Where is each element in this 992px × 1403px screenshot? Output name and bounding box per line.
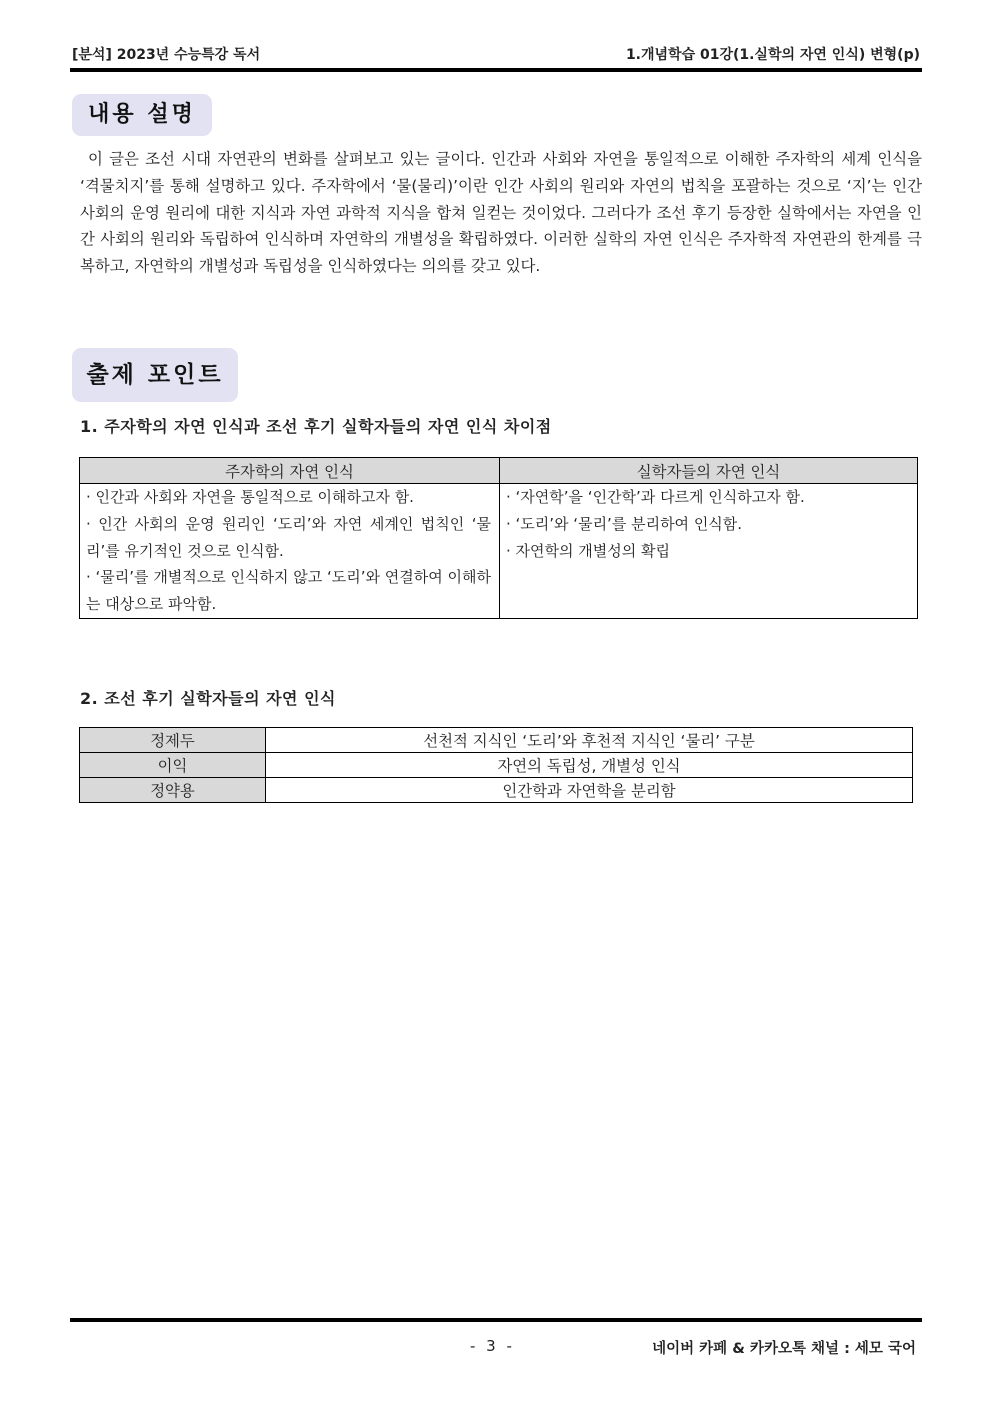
scholar-view: 선천적 지식인 ‘도리’와 후천적 지식인 ‘물리’ 구분	[266, 728, 913, 753]
list-item: · ‘물리’를 개별적으로 인식하지 않고 ‘도리’와 연결하여 이해하는 대상으로 파악함.	[86, 568, 491, 614]
table-row	[80, 778, 913, 803]
comparison-table	[79, 457, 918, 619]
list-item: · ‘도리’와 ‘물리’를 분리하여 인식함.	[506, 514, 743, 533]
header-title-right: 1.개념학습 01강(1.실학의 자연 인식) 변형(p)	[625, 47, 920, 63]
scholar-name: 이익	[80, 753, 266, 778]
col-header-silhak: 실학자들의 자연 인식	[500, 458, 918, 484]
scholar-view: 자연의 독립성, 개별성 인식	[266, 753, 913, 778]
section-title-content: 내용 설명	[72, 94, 212, 136]
table-row	[80, 753, 913, 778]
table-row	[80, 484, 918, 619]
section-title-points: 출제 포인트	[72, 348, 238, 402]
header-title-left: [분석] 2023년 수능특강 독서	[72, 47, 261, 63]
point1-heading: 1. 주자학의 자연 인식과 조선 후기 실학자들의 자연 인식 차이점	[80, 417, 552, 436]
scholar-view: 인간학과 자연학을 분리함	[266, 778, 913, 803]
scholar-name: 정약용	[80, 778, 266, 803]
footer-channel: 네이버 카페 & 카카오톡 채널 : 세모 국어	[652, 1341, 916, 1357]
list-item: · 인간 사회의 운영 원리인 ‘도리’와 자연 세계인 법칙인 ‘물리’를 유기적인 것으로 인식함.	[86, 514, 491, 560]
scholar-name: 정제두	[80, 728, 266, 753]
table-row	[80, 728, 913, 753]
scholars-table	[79, 727, 913, 803]
zhuxi-cell	[80, 484, 500, 619]
col-header-zhuxi: 주자학의 자연 인식	[80, 458, 500, 484]
content-paragraph: 이 글은 조선 시대 자연관의 변화를 살펴보고 있는 글이다. 인간과 사회와 자연을 통일적으로 이해한 주자학의 세계 인식을 ‘격물치지’를 통해 설명하고 있다. 주자학에서 ‘물(물리)’이란 인간 사회의 원리와 자연의 법칙을 포괄하는 것으로 ‘지’는 인간 사회의 운영 원리에 대한 지식과 자연 과학적 지식을 합쳐 일컫는 것이었다. 그러다가 조선 후기 등장한 실학에서는 자연을 인간 사회의 원리와 독립하여 인식하며 자연학의 개별성을 확립하였다. 이러한 실학의 자연 인식은 주자학적 자연관의 한계를 극복하고, 자연학의 개별성과 독립성을 인식하였다는 의의를 갖고 있다.	[80, 150, 922, 276]
list-item: · 인간과 사회와 자연을 통일적으로 이해하고자 함.	[86, 488, 414, 506]
point2-heading: 2. 조선 후기 실학자들의 자연 인식	[80, 689, 336, 708]
footer-rule	[70, 1318, 922, 1322]
page-number: - 3 -	[470, 1337, 515, 1355]
table-header-row	[80, 458, 918, 484]
silhak-cell	[500, 484, 918, 619]
list-item: · 자연학의 개별성의 확립	[506, 541, 670, 560]
header-rule	[70, 68, 922, 72]
list-item: · ‘자연학’을 ‘인간학’과 다르게 인식하고자 함.	[506, 488, 805, 506]
